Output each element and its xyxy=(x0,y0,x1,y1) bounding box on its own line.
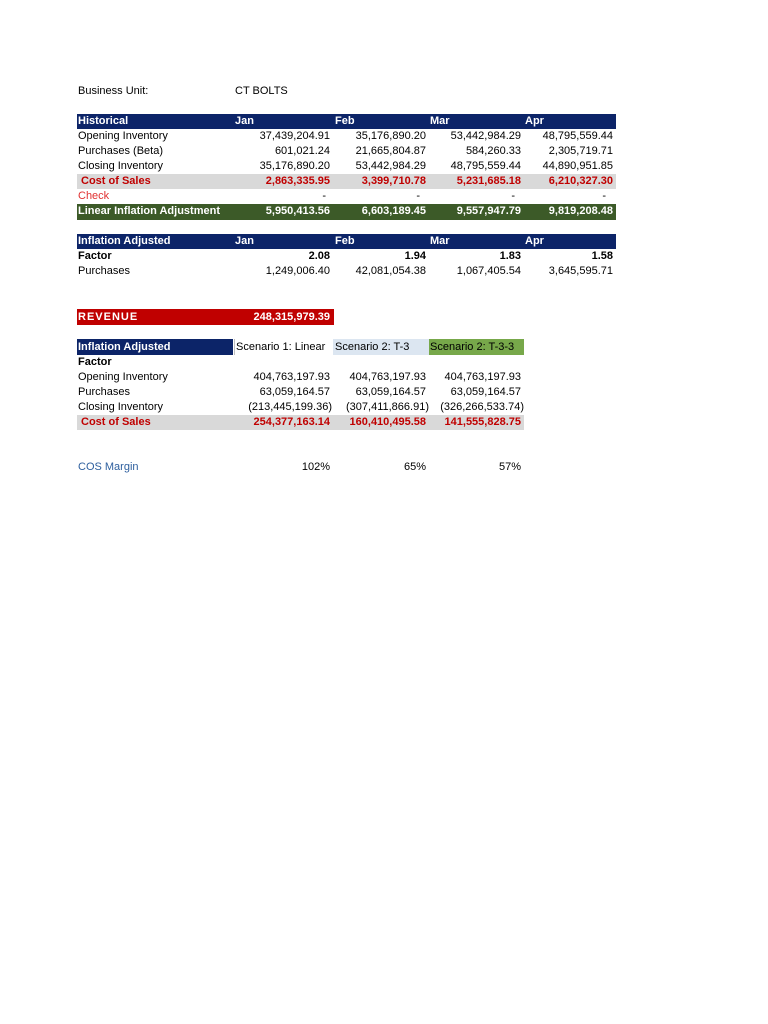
cell-value: 63,059,164.57 xyxy=(259,386,330,398)
historical-title: Historical xyxy=(78,115,129,127)
row-label: Opening Inventory xyxy=(78,371,168,383)
cell-value: 2,305,719.71 xyxy=(548,145,613,157)
cell-value: 1.58 xyxy=(591,250,613,262)
col-feb: Feb xyxy=(335,235,355,247)
cell-value: 65% xyxy=(403,461,426,473)
table-row xyxy=(77,144,616,159)
cell-value: - xyxy=(511,190,515,202)
cost-of-sales-row xyxy=(77,174,616,189)
cell-value: (307,411,866.91) xyxy=(346,401,429,413)
cell-value: 48,795,559.44 xyxy=(450,160,521,172)
business-unit-label: Business Unit: xyxy=(78,85,149,97)
linear-inflation-label: Linear Inflation Adjustment xyxy=(78,205,220,217)
cell-value: 102% xyxy=(301,461,330,473)
cell-value: 21,665,804.87 xyxy=(355,145,426,157)
cell-value: 1.83 xyxy=(499,250,521,262)
cell-value: 44,890,951.85 xyxy=(542,160,613,172)
linear-inflation-row xyxy=(77,204,616,220)
check-row xyxy=(77,189,616,204)
col-mar: Mar xyxy=(430,235,450,247)
cell-value: 601,021.24 xyxy=(274,145,330,157)
cell-value: 254,377,163.14 xyxy=(253,416,330,428)
scenario-2-header: Scenario 2: T-3 xyxy=(333,339,429,355)
factor-label: Factor xyxy=(78,356,112,368)
cell-value: 35,176,890.20 xyxy=(355,130,426,142)
factor-row xyxy=(77,249,616,264)
cell-value: 9,819,208.48 xyxy=(548,205,613,217)
cos-margin-label: COS Margin xyxy=(78,461,139,473)
row-label: Closing Inventory xyxy=(78,401,163,413)
cell-value: 1,249,006.40 xyxy=(265,265,330,277)
cell-value: 63,059,164.57 xyxy=(355,386,426,398)
col-mar: Mar xyxy=(430,115,450,127)
cell-value: 5,231,685.18 xyxy=(456,175,521,187)
cell-value: 404,763,197.93 xyxy=(444,371,521,383)
business-unit-value: CT BOLTS xyxy=(235,85,288,97)
cell-value: 2.08 xyxy=(308,250,330,262)
cell-value: (213,445,199.36) xyxy=(248,401,332,413)
cell-value: 584,260.33 xyxy=(465,145,521,157)
cell-value: 6,210,327.30 xyxy=(548,175,613,187)
inflation-adjusted-header xyxy=(77,234,616,249)
cell-value: 404,763,197.93 xyxy=(253,371,330,383)
cell-value: 53,442,984.29 xyxy=(450,130,521,142)
cell-value: 37,439,204.91 xyxy=(259,130,330,142)
cell-value: 63,059,164.57 xyxy=(450,386,521,398)
table-row xyxy=(77,400,527,415)
scenarios-header xyxy=(77,339,524,355)
row-label: Opening Inventory xyxy=(78,130,168,142)
revenue-row xyxy=(77,309,334,325)
purchases-row xyxy=(77,264,616,279)
scenario-1-header: Scenario 1: Linear xyxy=(234,339,333,355)
col-apr: Apr xyxy=(525,115,544,127)
cell-value: 1,067,405.54 xyxy=(456,265,521,277)
table-row xyxy=(77,370,524,385)
purchases-label: Purchases xyxy=(78,265,130,277)
cost-of-sales-label: Cost of Sales xyxy=(81,175,151,187)
cell-value: 1.94 xyxy=(404,250,426,262)
business-unit-row xyxy=(77,84,377,99)
col-apr: Apr xyxy=(525,235,544,247)
factor-label: Factor xyxy=(78,250,112,262)
cell-value: 404,763,197.93 xyxy=(349,371,426,383)
cell-value: 2,863,335.95 xyxy=(265,175,330,187)
cell-value: - xyxy=(322,190,326,202)
cell-value: - xyxy=(416,190,420,202)
cell-value: 3,399,710.78 xyxy=(361,175,426,187)
col-feb: Feb xyxy=(335,115,355,127)
row-label: Purchases xyxy=(78,386,130,398)
cell-value: 57% xyxy=(498,461,521,473)
scenario-3-header: Scenario 2: T-3-3 xyxy=(429,339,524,355)
col-jan: Jan xyxy=(235,235,254,247)
cell-value: 160,410,495.58 xyxy=(349,416,426,428)
cell-value: 9,557,947.79 xyxy=(456,205,521,217)
row-label: Closing Inventory xyxy=(78,160,163,172)
cos-margin-row xyxy=(77,460,524,475)
cell-value: (326,266,533.74) xyxy=(440,401,524,413)
table-row xyxy=(77,385,524,400)
scenarios-title: Inflation Adjusted xyxy=(77,339,233,355)
inflation-adjusted-title: Inflation Adjusted xyxy=(78,235,171,247)
check-label: Check xyxy=(78,190,110,202)
scenarios-cost-of-sales-row xyxy=(77,415,524,430)
revenue-value: 248,315,979.39 xyxy=(253,311,330,323)
cell-value: 6,603,189.45 xyxy=(361,205,426,217)
row-label: Purchases (Beta) xyxy=(78,145,163,157)
cost-of-sales-label: Cost of Sales xyxy=(81,416,151,428)
table-row xyxy=(77,129,616,144)
cell-value: 141,555,828.75 xyxy=(444,416,521,428)
col-jan: Jan xyxy=(235,115,254,127)
historical-header xyxy=(77,114,616,129)
scenarios-factor-row xyxy=(77,355,524,370)
cell-value: 5,950,413.56 xyxy=(265,205,330,217)
cell-value: 48,795,559.44 xyxy=(542,130,613,142)
cell-value: 42,081,054.38 xyxy=(355,265,426,277)
revenue-label: REVENUE xyxy=(78,311,139,323)
cell-value: - xyxy=(602,190,606,202)
cell-value: 35,176,890.20 xyxy=(259,160,330,172)
table-row xyxy=(77,159,616,174)
cell-value: 3,645,595.71 xyxy=(548,265,613,277)
cell-value: 53,442,984.29 xyxy=(355,160,426,172)
